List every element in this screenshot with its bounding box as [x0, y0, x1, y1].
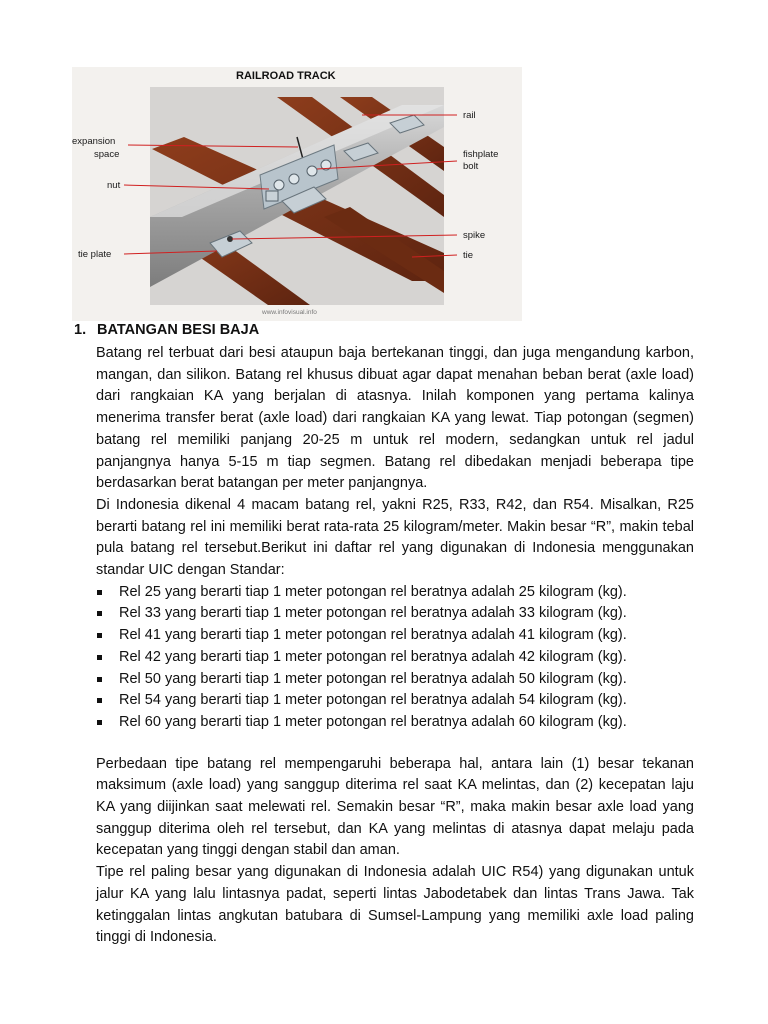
- label-fishplate: fishplate: [463, 149, 499, 160]
- paragraph-3: Perbedaan tipe batang rel mempengaruhi beberapa hal, antara lain (1) besar tekanan maksimum (axle load) yang sanggup diterima rel saat KA melintas, dan (2) kecepatan laju KA yang diijinkan saat melewati rel. Semakin besar “R”, maka makin besar axle load yang sanggup diterima oleh rel tersebut, dan KA yang melintas di atasnya dapat melaju pada kecepatan yang tinggi dengan stabil dan aman.: [96, 755, 694, 859]
- section-body: [96, 343, 694, 949]
- section-title: BATANGAN BESI BAJA: [97, 322, 260, 338]
- section-number: 1.: [74, 322, 87, 338]
- figure-title: RAILROAD TRACK: [236, 70, 336, 82]
- label-nut: nut: [107, 180, 121, 191]
- list-item: Rel 42 yang berarti tiap 1 meter potongan rel beratnya adalah 42 kilogram (kg).: [96, 647, 694, 669]
- label-expansion: expansion: [72, 136, 116, 147]
- list-item: Rel 50 yang berarti tiap 1 meter potongan rel beratnya adalah 50 kilogram (kg).: [96, 669, 694, 691]
- label-tie-plate: tie plate: [78, 249, 112, 260]
- label-bolt: bolt: [463, 161, 479, 172]
- paragraph-1: Batang rel terbuat dari besi ataupun baja bertekanan tinggi, dan juga mengandung karbon, mangan, dan silikon. Batang rel khusus dibuat agar dapat menahan beban berat (axle load) dari rangkaian KA yang berjalan di atasnya. Inilah komponen yang pertama kalinya menerima transfer berat (axle load) dari rangkaian KA yang lewat. Tiap potongan (segmen) batang rel memiliki panjang 20-25 m untuk rel modern, sedangkan untuk rel jadul panjangnya hanya 5-15 m tiap segmen. Batang rel dibedakan menjadi beberapa tipe berdasarkan berat batangan per meter panjangnya.: [96, 345, 694, 492]
- rail-type-list: [96, 582, 694, 734]
- nut-shape: [266, 191, 278, 201]
- bolt-3: [307, 166, 317, 176]
- list-item: Rel 41 yang berarti tiap 1 meter potongan rel beratnya adalah 41 kilogram (kg).: [96, 625, 694, 647]
- label-tie: tie: [463, 250, 474, 261]
- bolt-1: [274, 180, 284, 190]
- label-rail: rail: [463, 110, 476, 121]
- bolt-2: [289, 174, 299, 184]
- list-item: Rel 33 yang berarti tiap 1 meter potongan rel beratnya adalah 33 kilogram (kg).: [96, 603, 694, 625]
- paragraph-4: Tipe rel paling besar yang digunakan di Indonesia adalah UIC R54) yang digunakan untuk jalur KA yang lalu lintasnya padat, seperti lintas Jabodetabek dan lintas Trans Jawa. Tak ketinggalan lintas angkutan batubara di Sumsel-Lampung yang memiliki axle load paling tinggi di Indonesia.: [96, 864, 694, 946]
- railroad-track-diagram: [72, 67, 522, 321]
- list-item: Rel 25 yang berarti tiap 1 meter potongan rel beratnya adalah 25 kilogram (kg).: [96, 582, 694, 604]
- list-item: Rel 60 yang berarti tiap 1 meter potongan rel beratnya adalah 60 kilogram (kg).: [96, 712, 694, 734]
- list-item: Rel 54 yang berarti tiap 1 meter potongan rel beratnya adalah 54 kilogram (kg).: [96, 690, 694, 712]
- railroad-track-illustration: [72, 67, 522, 321]
- label-spike: spike: [463, 230, 486, 241]
- label-space: space: [94, 149, 120, 160]
- paragraph-2: Di Indonesia dikenal 4 macam batang rel, yakni R25, R33, R42, dan R54. Misalkan, R25 berarti batang rel ini memiliki berat rata-rata 25 kilogram/meter. Makin besar “R”, makin tebal pula batang rel tersebut.Berikut ini daftar rel yang digunakan di Indonesia menggunakan standar UIC dengan Standar:: [96, 496, 694, 579]
- watermark: www.infovisual.info: [262, 309, 317, 316]
- section-heading: [74, 322, 259, 338]
